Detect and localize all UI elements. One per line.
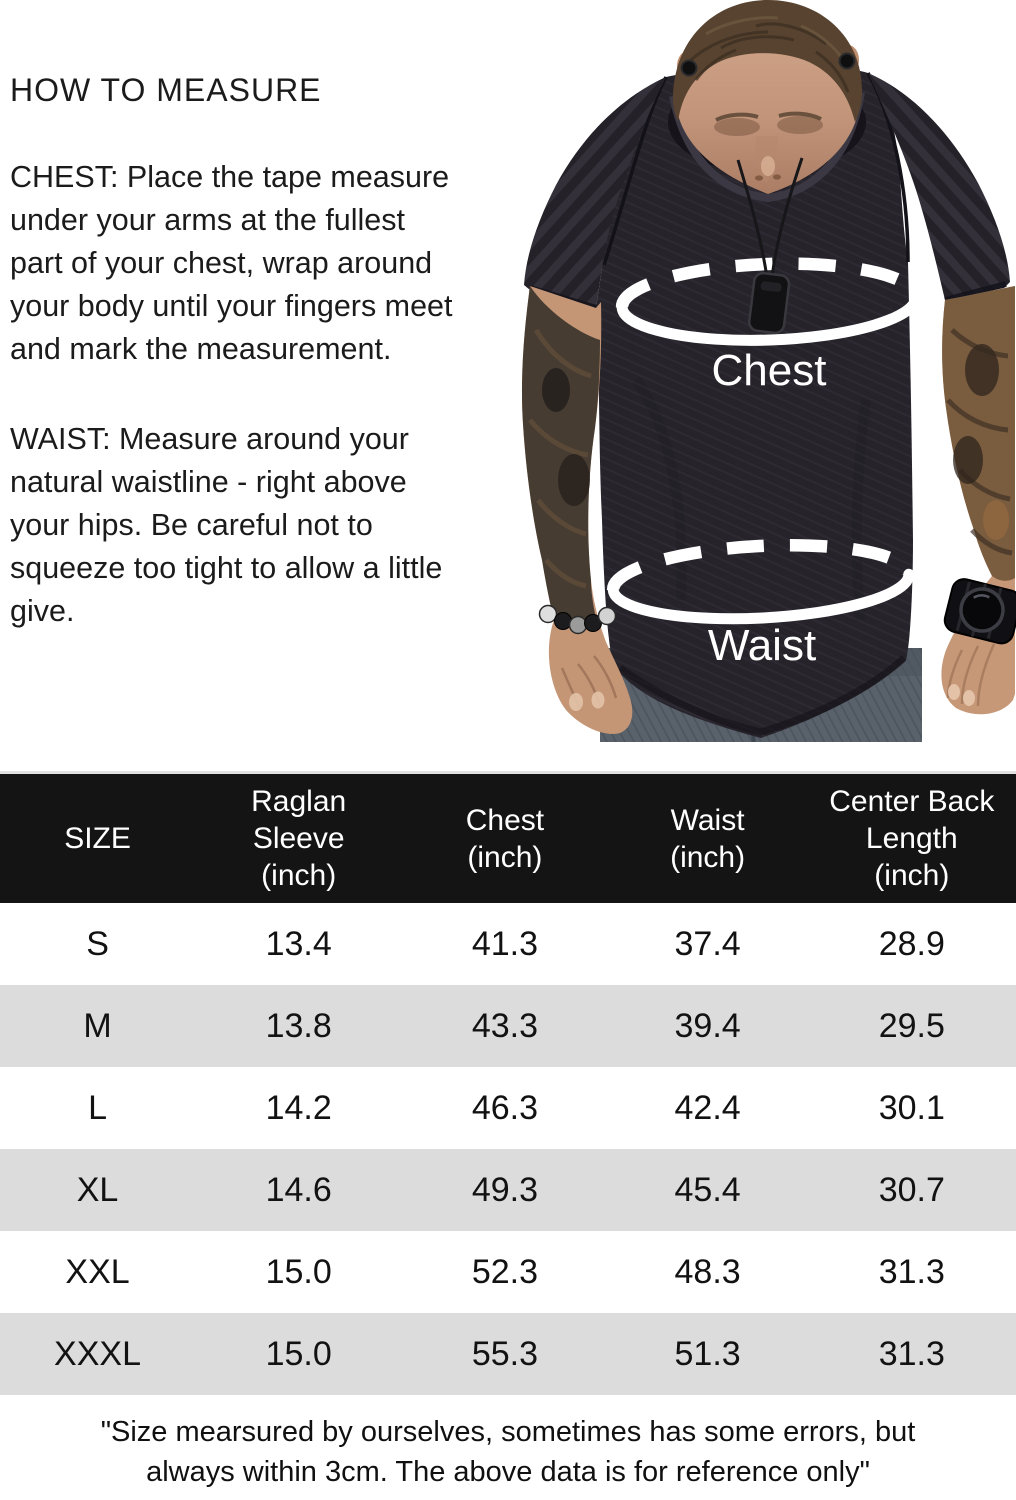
disclaimer-footnote	[0, 1412, 1016, 1492]
table-cell: 45.4	[674, 1170, 741, 1209]
table-cell: XXL	[65, 1252, 130, 1291]
ear-plug-right	[840, 54, 855, 69]
disclaimer-line-2: always within 3cm. The above data is for reference only"	[146, 1456, 870, 1488]
table-cell: 14.6	[265, 1170, 332, 1209]
table-row-m	[0, 985, 1016, 1067]
table-cell: 51.3	[674, 1334, 741, 1373]
ear-plug-left	[682, 61, 697, 76]
header-cell-center-back-length: Center Back Length (inch)	[829, 785, 995, 892]
how-to-measure-heading: HOW TO MEASURE	[10, 72, 322, 108]
chest-label: Chest	[711, 346, 827, 395]
table-cell: XXXL	[54, 1334, 141, 1373]
table-cell: 31.3	[878, 1334, 945, 1373]
table-cell: 30.7	[878, 1170, 945, 1209]
table-cell: 42.4	[674, 1088, 741, 1127]
table-cell: 43.3	[471, 1006, 539, 1045]
table-cell: 15.0	[265, 1334, 332, 1373]
model-photo-svg	[516, 0, 1016, 742]
waist-instructions: WAIST: Measure around your natural waistline - right above your hips. Be careful not to squeeze too tight to allow a little give.	[10, 422, 443, 628]
table-row-xxl	[0, 1231, 1016, 1313]
table-cell: M	[83, 1006, 112, 1045]
measure-instructions	[10, 70, 555, 680]
table-cell: 46.3	[471, 1088, 539, 1127]
dog-tag	[748, 272, 790, 334]
table-cell: 49.3	[471, 1170, 539, 1209]
table-cell: S	[86, 924, 109, 963]
header-cell-waist: Waist (inch)	[670, 803, 746, 874]
table-cell: 30.1	[878, 1088, 945, 1127]
table-cell: 48.3	[674, 1252, 741, 1291]
table-row-s	[0, 903, 1016, 985]
header-cell-chest: Chest (inch)	[465, 803, 545, 874]
table-row-xxxl	[0, 1313, 1016, 1395]
table-cell: 31.3	[878, 1252, 945, 1291]
size-table-header	[0, 771, 1016, 903]
table-cell: 52.3	[471, 1252, 539, 1291]
table-cell: 13.4	[265, 924, 332, 963]
table-row-l	[0, 1067, 1016, 1149]
header-cell-size: SIZE	[64, 822, 131, 855]
table-cell: L	[88, 1088, 107, 1127]
table-cell: 39.4	[674, 1006, 741, 1045]
table-cell: 13.8	[265, 1006, 332, 1045]
table-cell: 28.9	[878, 924, 945, 963]
table-cell: XL	[76, 1170, 119, 1209]
table-cell: 41.3	[471, 924, 539, 963]
table-cell: 29.5	[878, 1006, 945, 1045]
header-cell-raglan-sleeve: Raglan Sleeve (inch)	[251, 785, 347, 892]
table-cell: 37.4	[674, 924, 741, 963]
disclaimer-line-1: "Size mearsured by ourselves, sometimes has some errors, but	[100, 1416, 916, 1448]
table-cell: 55.3	[471, 1334, 539, 1373]
table-cell: 15.0	[265, 1252, 332, 1291]
right-arm	[941, 286, 1016, 714]
table-cell: 14.2	[265, 1088, 332, 1127]
size-table	[0, 771, 1016, 1395]
waist-label: Waist	[707, 621, 817, 670]
chest-instructions: CHEST: Place the tape measure under your arms at the fullest part of your chest, wrap around your body until your fingers meet and mark the measurement.	[10, 160, 453, 366]
model-photo	[516, 0, 1016, 742]
table-row-xl	[0, 1149, 1016, 1231]
